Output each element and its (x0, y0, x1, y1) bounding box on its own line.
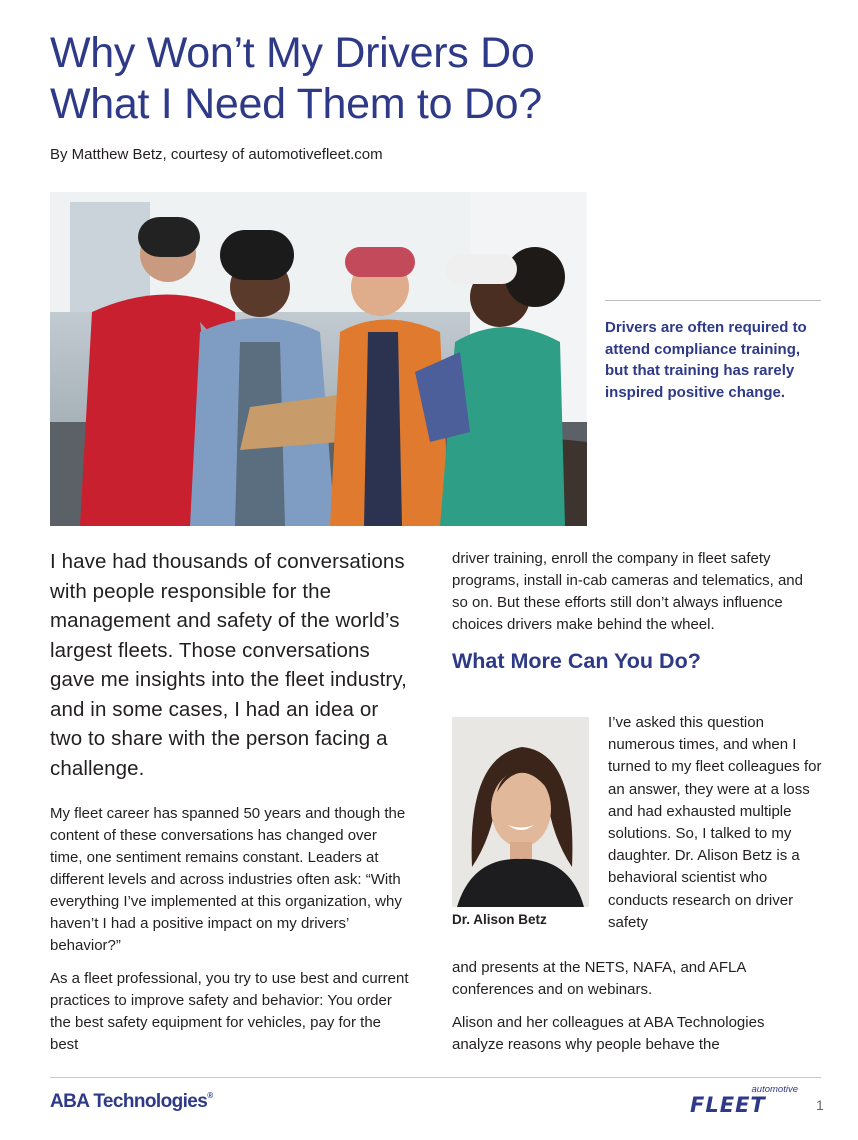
drivers-group-photo (50, 192, 587, 526)
footer-rule (50, 1077, 821, 1078)
lead-paragraph: I have had thousands of conversations with people responsible for the management and safety of the world’s largest fleets. Those conversations gave me insights into the fleet industry, and in some cases, I had an idea or two to share with the person facing a challenge. (50, 550, 407, 780)
page-number: 1 (816, 1097, 824, 1113)
body-paragraph-1: My fleet career has spanned 50 years and though the content of these conversations has changed over time, one sentiment remains constant. Leaders at different levels and across industries often ask: “With everything I’ve implemented at this organization, why haven’t I had a positive impact on my drivers’ behavior?” (50, 805, 406, 954)
alison-betz-portrait (452, 717, 589, 907)
article-title (50, 28, 810, 130)
body-paragraph-3: driver training, enroll the company in fleet safety programs, install in-cab cameras and telematics, and so on. But these efforts still don’t always influence choices drivers make behind the wheel. (452, 550, 803, 633)
automotive-fleet-logo (690, 1084, 798, 1117)
pull-quote-rule (605, 300, 821, 301)
wrapped-paragraph: I’ve asked this question numerous times, and when I turned to my fleet colleagues for an answer, they were at a loss and had exhausted multiple solutions. So, I talked to my daughter. Dr. Alison Betz is a behavioral scientist who conducts research on driver safety (608, 714, 822, 931)
aba-technologies-logo (50, 1091, 213, 1113)
pull-quote: Drivers are often required to attend compliance training, but that training has rarely inspired positive change. (605, 319, 807, 401)
right-column (452, 548, 820, 689)
registered-mark: ® (207, 1091, 213, 1100)
left-column (50, 547, 412, 1067)
portrait-figure (452, 717, 589, 927)
title-line-2: What I Need Them to Do? (50, 80, 542, 128)
body-paragraph-4: and presents at the NETS, NAFA, and AFLA conferences and on webinars. (452, 959, 746, 998)
footer-brand-text: ABA Technologies (50, 1091, 208, 1112)
right-column-continued (452, 957, 820, 1067)
title-line-1: Why Won’t My Drivers Do (50, 29, 535, 77)
portrait-caption: Dr. Alison Betz (452, 912, 547, 927)
fleet-logo-big: FLEET (690, 1093, 766, 1117)
byline: By Matthew Betz, courtesy of automotivefleet.com (50, 146, 383, 163)
fleet-logo-small: automotive (751, 1084, 798, 1095)
body-paragraph-2: As a fleet professional, you try to use best and current practices to improve safety and behavior: You order the best safety equipment for vehicles, pay for the best (50, 970, 409, 1053)
section-heading: What More Can You Do? (452, 649, 701, 673)
body-paragraph-5: Alison and her colleagues at ABA Technologies analyze reasons why people behave the (452, 1014, 765, 1053)
